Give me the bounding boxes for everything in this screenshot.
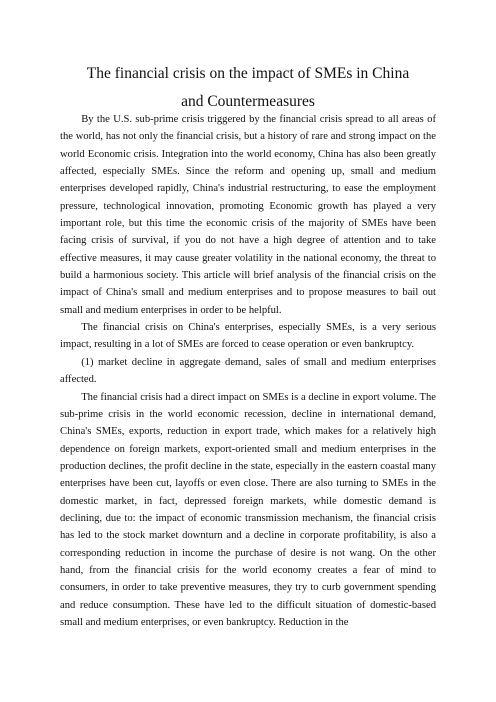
paragraph-intro: By the U.S. sub-prime crisis triggered by the financial crisis spread to all areas of the world, has not only the financial crisis, but a history of rare and strong impact on the world Economic crisis. Integration into the world economy, China has also been greatly affected, especially SMEs. Since the reform and opening up, small and medium enterprises developed rapidly, China's industrial restructuring, to ease the employment pressure, technological innovation, promoting Economic growth has played a very important role, but this time the economic crisis of the majority of SMEs have been facing crisis of survival, if you do not have a high degree of attention and to take effective measures, it may cause greater volatility in the national economy, the threat to build a harmonious society. This article will brief analysis of the financial crisis on the impact of China's small and medium enterprises and to propose measures to bail out small and medium enterprises in order to be helpful. (60, 114, 436, 316)
paragraph-heading-1: (1) market decline in aggregate demand, sales of small and medium enterprises affected. (60, 356, 436, 386)
document-body (60, 111, 436, 631)
paragraph-export-decline: The financial crisis had a direct impact on SMEs is a decline in export volume. The sub-prime crisis in the world economic recession, decline in international demand, China's SMEs, exports, reduction in export trade, which makes for a relatively high dependence on foreign markets, export-oriented small and medium enterprises in the production declines, the profit decline in the state, especially in the eastern coastal many enterprises have been cut, layoffs or even close. There are also turning to SMEs in the domestic market, in fact, depressed foreign markets, while domestic demand is declining, due to: the impact of economic transmission mechanism, the financial crisis has led to the stock market downturn and a decline in corporate profitability, is also a corresponding reduction in income the purchase of desire is not wang. On the other hand, from the financial crisis for the world economy creates a fear of mind to consumers, in order to take preventive measures, they try to curb government spending and reduce consumption. These have led to the difficult situation of domestic-based small and medium enterprises, or even bankruptcy. Reduction in the (60, 391, 436, 628)
document-title-line-2: and Countermeasures (181, 93, 315, 110)
paragraph-impact: The financial crisis on China's enterprises, especially SMEs, is a very serious impact, resulting in a lot of SMEs are forced to cease operation or even bankruptcy. (60, 322, 436, 351)
document-title-line-1: The financial crisis on the impact of SMEs in China (86, 65, 410, 82)
